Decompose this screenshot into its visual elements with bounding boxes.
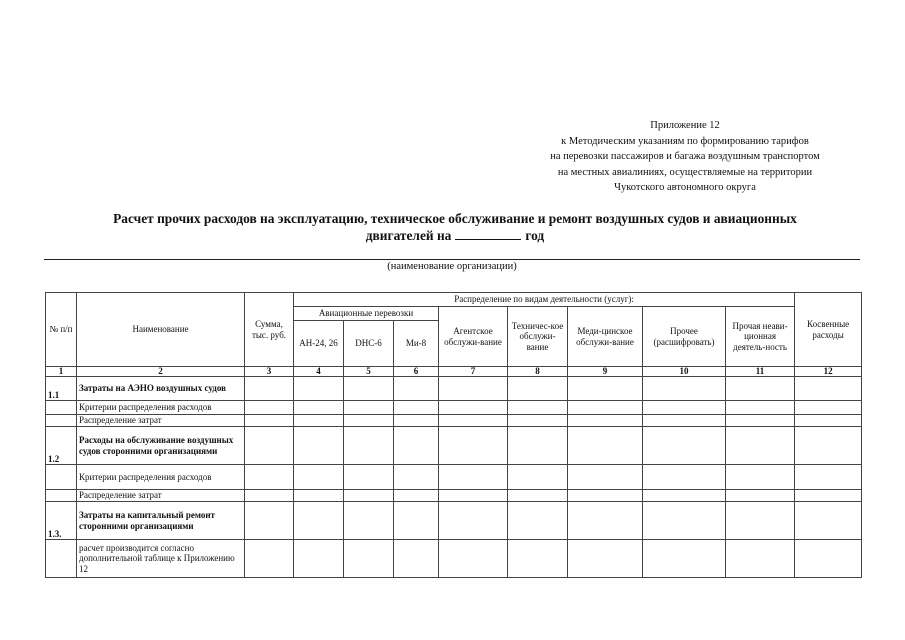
header-dhc6: DHC-6 bbox=[344, 321, 394, 367]
value-cell[interactable] bbox=[245, 415, 294, 427]
table-row bbox=[46, 540, 862, 578]
value-cell[interactable] bbox=[795, 540, 862, 578]
value-cell[interactable] bbox=[643, 465, 726, 490]
value-cell[interactable] bbox=[394, 540, 439, 578]
header-other: Прочее (расшифровать) bbox=[643, 307, 726, 367]
value-cell[interactable] bbox=[394, 502, 439, 540]
value-cell[interactable] bbox=[294, 377, 344, 401]
value-cell[interactable] bbox=[394, 465, 439, 490]
value-cell[interactable] bbox=[245, 502, 294, 540]
value-cell[interactable] bbox=[394, 427, 439, 465]
value-cell[interactable] bbox=[795, 502, 862, 540]
value-cell[interactable] bbox=[439, 465, 508, 490]
header-tech: Техничес-кое обслужи-вание bbox=[508, 307, 568, 367]
value-cell[interactable] bbox=[245, 540, 294, 578]
value-cell[interactable] bbox=[294, 502, 344, 540]
value-cell[interactable] bbox=[508, 490, 568, 502]
header-name: Наименование bbox=[77, 293, 245, 367]
document-title bbox=[40, 210, 870, 244]
value-cell[interactable] bbox=[568, 377, 643, 401]
header-an24: АН-24, 26 bbox=[294, 321, 344, 367]
column-number: 6 bbox=[394, 367, 439, 377]
row-number: 1.1 bbox=[46, 377, 77, 401]
table-row bbox=[46, 427, 862, 465]
value-cell[interactable] bbox=[795, 401, 862, 415]
value-cell[interactable] bbox=[439, 415, 508, 427]
value-cell[interactable] bbox=[726, 502, 795, 540]
expense-table bbox=[45, 292, 862, 578]
value-cell[interactable] bbox=[568, 401, 643, 415]
value-cell[interactable] bbox=[643, 401, 726, 415]
column-number: 2 bbox=[77, 367, 245, 377]
header-med: Меди-цинское обслужи-вание bbox=[568, 307, 643, 367]
table-row bbox=[46, 490, 862, 502]
appendix-line: Приложение 12 bbox=[650, 120, 720, 131]
value-cell[interactable] bbox=[245, 427, 294, 465]
value-cell[interactable] bbox=[344, 502, 394, 540]
value-cell[interactable] bbox=[439, 377, 508, 401]
row-name: расчет производится согласно дополнительной таблице к Приложению 12 bbox=[77, 540, 245, 578]
table-row bbox=[46, 401, 862, 415]
column-number: 7 bbox=[439, 367, 508, 377]
value-cell[interactable] bbox=[643, 427, 726, 465]
header-indirect: Косвенные расходы bbox=[795, 293, 862, 367]
column-number: 8 bbox=[508, 367, 568, 377]
year-blank-field[interactable] bbox=[455, 227, 521, 240]
table-body bbox=[46, 377, 862, 578]
value-cell[interactable] bbox=[294, 465, 344, 490]
header-mi8: Ми-8 bbox=[394, 321, 439, 367]
value-cell[interactable] bbox=[726, 465, 795, 490]
value-cell[interactable] bbox=[726, 540, 795, 578]
row-number bbox=[46, 490, 77, 502]
value-cell[interactable] bbox=[294, 540, 344, 578]
column-number: 10 bbox=[643, 367, 726, 377]
value-cell[interactable] bbox=[508, 401, 568, 415]
value-cell[interactable] bbox=[294, 415, 344, 427]
organization-name-line[interactable] bbox=[44, 259, 860, 260]
value-cell[interactable] bbox=[508, 465, 568, 490]
appendix-line: на перевозки пассажиров и багажа воздушным транспортом bbox=[550, 151, 820, 163]
row-name: Распределение затрат bbox=[77, 415, 245, 427]
value-cell[interactable] bbox=[568, 427, 643, 465]
table-row bbox=[46, 465, 862, 490]
value-cell[interactable] bbox=[726, 401, 795, 415]
value-cell[interactable] bbox=[344, 490, 394, 502]
title-line-1: Расчет прочих расходов на эксплуатацию, техническое обслуживание и ремонт воздушных судов и авиационных bbox=[113, 211, 797, 226]
value-cell[interactable] bbox=[508, 427, 568, 465]
row-name: Затраты на капитальный ремонт сторонними организациями bbox=[77, 502, 245, 540]
value-cell[interactable] bbox=[245, 490, 294, 502]
appendix-note bbox=[470, 118, 900, 196]
column-number: 4 bbox=[294, 367, 344, 377]
value-cell[interactable] bbox=[508, 415, 568, 427]
header-aviation: Авиационные перевозки bbox=[294, 307, 439, 321]
value-cell[interactable] bbox=[394, 377, 439, 401]
header-other-nonaviation: Прочая неави-ционная деятель-ность bbox=[726, 307, 795, 367]
value-cell[interactable] bbox=[394, 415, 439, 427]
value-cell[interactable] bbox=[344, 540, 394, 578]
row-name: Критерии распределения расходов bbox=[77, 465, 245, 490]
header-agent: Агентское обслужи-вание bbox=[439, 307, 508, 367]
value-cell[interactable] bbox=[508, 540, 568, 578]
title-line-2 bbox=[40, 227, 870, 244]
value-cell[interactable] bbox=[344, 415, 394, 427]
value-cell[interactable] bbox=[795, 427, 862, 465]
value-cell[interactable] bbox=[294, 490, 344, 502]
value-cell[interactable] bbox=[643, 502, 726, 540]
table-row bbox=[46, 502, 862, 540]
value-cell[interactable] bbox=[795, 415, 862, 427]
value-cell[interactable] bbox=[344, 377, 394, 401]
value-cell[interactable] bbox=[795, 377, 862, 401]
header-num: № п/п bbox=[46, 293, 77, 367]
column-number: 12 bbox=[795, 367, 862, 377]
value-cell[interactable] bbox=[394, 490, 439, 502]
value-cell[interactable] bbox=[643, 540, 726, 578]
value-cell[interactable] bbox=[568, 490, 643, 502]
title-line-2-end: год bbox=[525, 228, 545, 243]
header-distribution: Распределение по видам деятельности (услуг): bbox=[294, 293, 795, 307]
value-cell[interactable] bbox=[439, 427, 508, 465]
value-cell[interactable] bbox=[726, 490, 795, 502]
table-row bbox=[46, 415, 862, 427]
value-cell[interactable] bbox=[344, 465, 394, 490]
table-row bbox=[46, 377, 862, 401]
value-cell[interactable] bbox=[245, 401, 294, 415]
header-row-1 bbox=[46, 293, 862, 307]
title-line-2-start: двигателей на bbox=[365, 228, 452, 243]
value-cell[interactable] bbox=[726, 377, 795, 401]
value-cell[interactable] bbox=[568, 540, 643, 578]
value-cell[interactable] bbox=[726, 427, 795, 465]
organization-caption: (наименование организации) bbox=[387, 261, 517, 272]
value-cell[interactable] bbox=[439, 490, 508, 502]
value-cell[interactable] bbox=[643, 377, 726, 401]
row-number: 1.2 bbox=[46, 427, 77, 465]
value-cell[interactable] bbox=[439, 401, 508, 415]
row-number bbox=[46, 465, 77, 490]
value-cell[interactable] bbox=[643, 490, 726, 502]
column-number: 1 bbox=[46, 367, 77, 377]
row-name: Распределение затрат bbox=[77, 490, 245, 502]
row-number bbox=[46, 401, 77, 415]
column-number: 5 bbox=[344, 367, 394, 377]
column-number: 3 bbox=[245, 367, 294, 377]
value-cell[interactable] bbox=[439, 502, 508, 540]
value-cell[interactable] bbox=[726, 415, 795, 427]
value-cell[interactable] bbox=[795, 490, 862, 502]
value-cell[interactable] bbox=[568, 415, 643, 427]
appendix-line: к Методическим указаниям по формированию тарифов bbox=[561, 135, 809, 147]
value-cell[interactable] bbox=[439, 540, 508, 578]
value-cell[interactable] bbox=[508, 502, 568, 540]
value-cell[interactable] bbox=[795, 465, 862, 490]
value-cell[interactable] bbox=[344, 401, 394, 415]
row-number bbox=[46, 415, 77, 427]
value-cell[interactable] bbox=[294, 427, 344, 465]
appendix-line: Чукотского автономного округа bbox=[614, 182, 756, 194]
row-name: Критерии распределения расходов bbox=[77, 401, 245, 415]
value-cell[interactable] bbox=[245, 465, 294, 490]
header-sum: Сумма, тыс. руб. bbox=[245, 293, 294, 367]
value-cell[interactable] bbox=[344, 427, 394, 465]
row-number: 1.3. bbox=[46, 502, 77, 540]
value-cell[interactable] bbox=[508, 377, 568, 401]
row-name: Расходы на обслуживание воздушных судов сторонними организациями bbox=[77, 427, 245, 465]
row-name: Затраты на АЭНО воздушных судов bbox=[77, 377, 245, 401]
column-number-row bbox=[46, 367, 862, 377]
column-number: 11 bbox=[726, 367, 795, 377]
value-cell[interactable] bbox=[245, 377, 294, 401]
value-cell[interactable] bbox=[568, 465, 643, 490]
row-number bbox=[46, 540, 77, 578]
value-cell[interactable] bbox=[394, 401, 439, 415]
value-cell[interactable] bbox=[643, 415, 726, 427]
column-number: 9 bbox=[568, 367, 643, 377]
value-cell[interactable] bbox=[294, 401, 344, 415]
appendix-line: на местных авиалиниях, осуществляемые на территории bbox=[557, 166, 813, 178]
value-cell[interactable] bbox=[568, 502, 643, 540]
